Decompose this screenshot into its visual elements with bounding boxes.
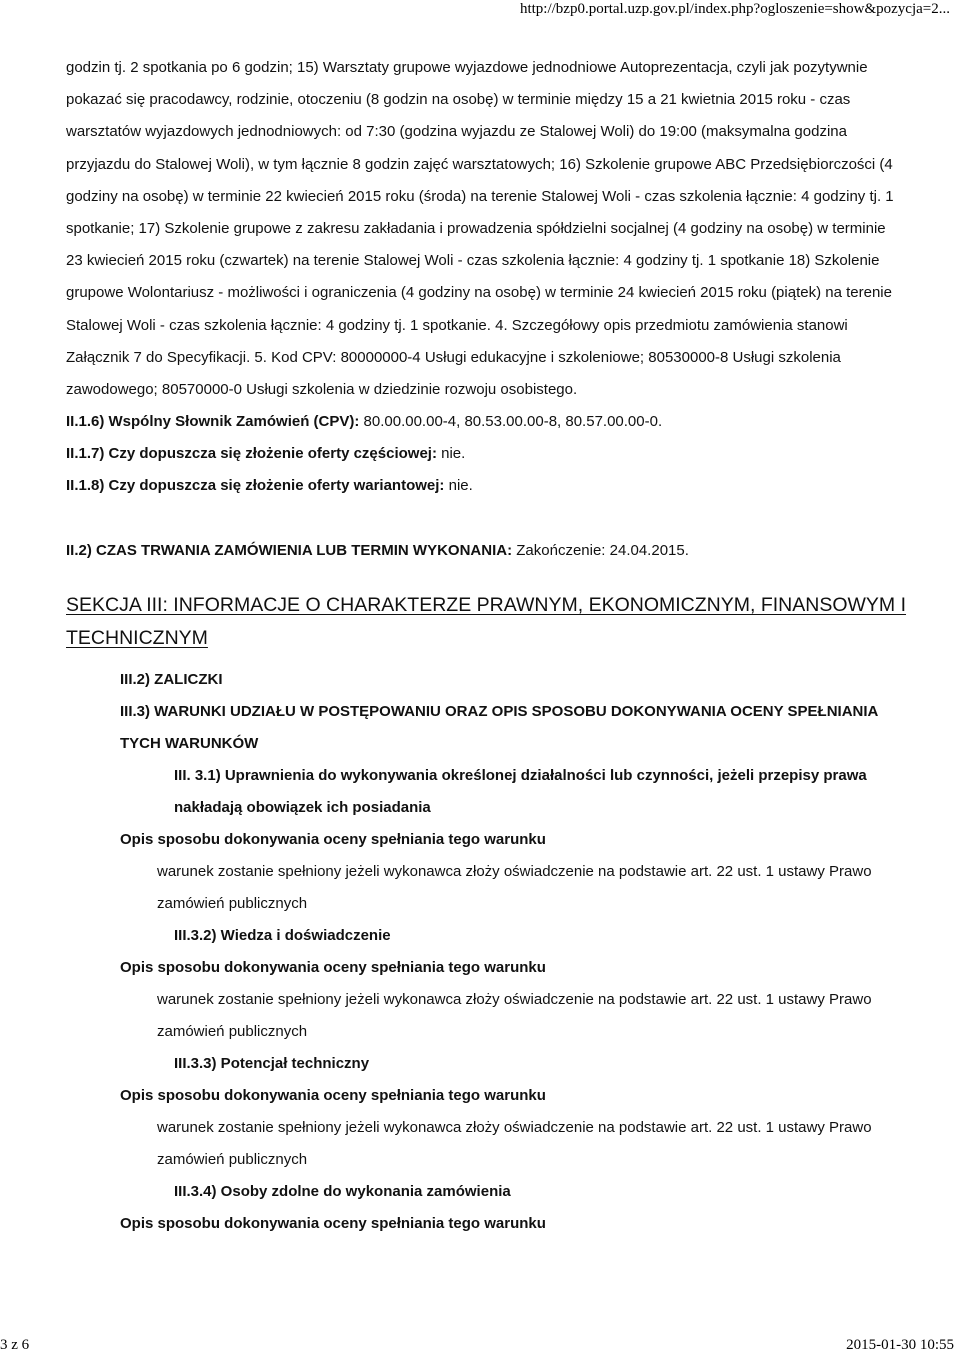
partial-offer-label: II.1.7) Czy dopuszcza się złożenie oferty częściowej: (66, 445, 437, 463)
document-content (66, 52, 906, 1240)
cpv-value: 80.00.00.00-4, 80.53.00.00-8, 80.57.00.00-0. (359, 413, 663, 431)
spacer (66, 567, 906, 589)
condition-title: III. 3.1) Uprawnienia do wykonywania określonej działalności lub czynności, jeżeli przepisy prawa nakładają obowiązek ich posiadania (174, 767, 867, 817)
condition-title: III.3.3) Potencjał techniczny (174, 1055, 370, 1073)
print-timestamp: 2015-01-30 10:55 (846, 1337, 954, 1353)
condition-desc-text: warunek zostanie spełniony jeżeli wykonawca złoży oświadczenie na podstawie art. 22 ust. 1 ustawy Prawo zamówień publicznych (157, 1119, 872, 1169)
condition-title: III.3.4) Osoby zdolne do wykonania zamówienia (174, 1183, 511, 1201)
spacer (66, 655, 906, 664)
page-number: 3 z 6 (0, 1337, 30, 1353)
variant-offer-label: II.1.8) Czy dopuszcza się złożenie oferty wariantowej: (66, 477, 445, 495)
condition-desc-label: Opis sposobu dokonywania oceny spełniania tego warunku (120, 959, 546, 977)
variant-offer-line (66, 470, 906, 502)
advances-heading: III.2) ZALICZKI (120, 671, 223, 689)
cpv-label: II.1.6) Wspólny Słownik Zamówień (CPV): (66, 413, 360, 431)
cpv-line (66, 406, 906, 438)
condition-desc-text: warunek zostanie spełniony jeżeli wykonawca złoży oświadczenie na podstawie art. 22 ust. 1 ustawy Prawo zamówień publicznych (157, 991, 872, 1041)
spacer (66, 502, 906, 535)
duration-label: II.2) CZAS TRWANIA ZAMÓWIENIA LUB TERMIN WYKONANIA: (66, 542, 513, 560)
partial-offer-value: nie. (436, 445, 466, 463)
condition-title: III.3.2) Wiedza i doświadczenie (174, 927, 391, 945)
section-title: SEKCJA III: INFORMACJE O CHARAKTERZE PRAWNYM, EKONOMICZNYM, FINANSOWYM I TECHNICZNYM (66, 594, 907, 650)
duration-value: Zakończenie: 24.04.2015. (512, 542, 689, 560)
header-url: http://bzp0.portal.uzp.gov.pl/index.php?ogloszenie=show&pozycja=2... (519, 1, 950, 17)
conditions-heading: III.3) WARUNKI UDZIAŁU W POSTĘPOWANIU ORAZ OPIS SPOSOBU DOKONYWANIA OCENY SPEŁNIANIA TYCH WARUNKÓW (120, 703, 878, 753)
condition-desc-text: warunek zostanie spełniony jeżeli wykonawca złoży oświadczenie na podstawie art. 22 ust. 1 ustawy Prawo zamówień publicznych (157, 863, 872, 913)
variant-offer-value: nie. (444, 477, 473, 495)
condition-desc-label: Opis sposobu dokonywania oceny spełniania tego warunku (120, 1215, 546, 1233)
body-paragraph: godzin tj. 2 spotkania po 6 godzin; 15) Warsztaty grupowe wyjazdowe jednodniowe Autoprezentacja, czyli jak pozytywnie pokazać się pracodawcy, rodzinie, otoczeniu (8 godzin na osobę) w terminie między 15 a 21 kwietnia 2015 roku - czas warsztatów wyjazdowych jednodniowych: od 7:30 (godzina wyjazdu ze Stalowej Woli) do 19:00 (maksymalna godzina przyjazdu do Stalowej Woli), w tym łącznie 8 godzin zajęć warsztatowych; 16) Szkolenie grupowe ABC Przedsiębiorczości (4 godziny na osobę) w terminie 22 kwiecień 2015 roku (środa) na terenie Stalowej Woli - czas szkolenia łącznie: 4 godziny tj. 1 spotkanie; 17) Szkolenie grupowe z zakresu zakładania i prowadzenia spółdzielni socjalnej (4 godziny na osobę) w terminie 23 kwiecień 2015 roku (czwartek) na terenie Stalowej Woli - czas szkolenia łącznie: 4 godziny tj. 1 spotkanie 18) Szkolenie grupowe Wolontariusz - możliwości i ograniczenia (4 godziny na osobę) w terminie 24 kwiecień 2015 roku (piątek) na terenie Stalowej Woli - czas szkolenia łącznie: 4 godziny tj. 1 spotkanie. 4. Szczegółowy opis przedmiotu zamówienia stanowi Załącznik 7 do Specyfikacji. 5. Kod CPV: 80000000-4 Usługi edukacyjne i szkoleniowe; 80530000-8 Usługi szkolenia zawodowego; 80570000-0 Usługi szkolenia w dziedzinie rozwoju osobistego. (66, 59, 894, 399)
condition-desc-label: Opis sposobu dokonywania oceny spełniania tego warunku (120, 1087, 546, 1105)
duration-line (66, 535, 906, 567)
condition-desc-label: Opis sposobu dokonywania oceny spełniania tego warunku (120, 831, 546, 849)
partial-offer-line (66, 438, 906, 470)
